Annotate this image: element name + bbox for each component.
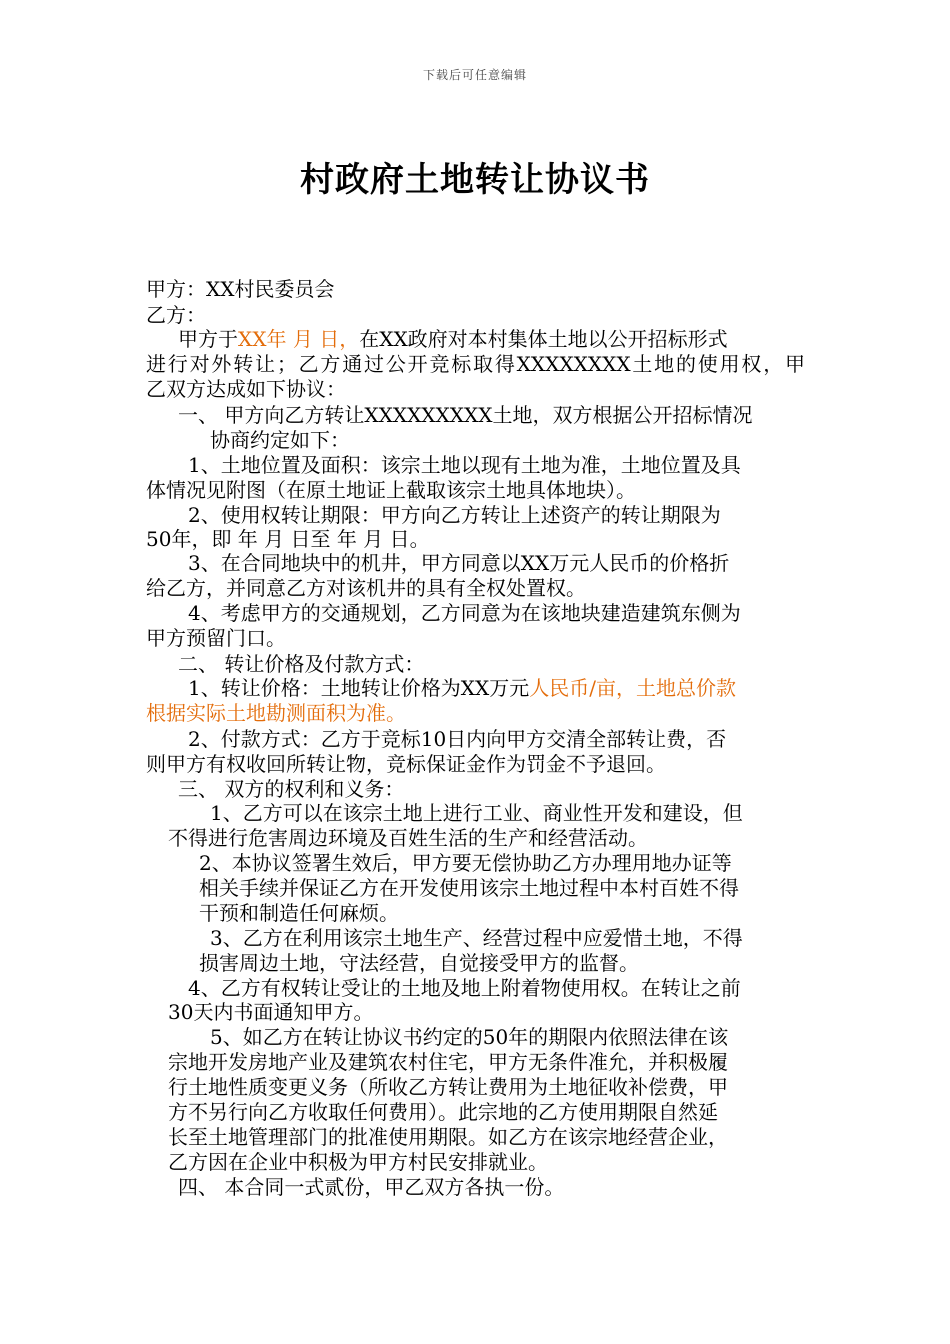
section-3-item-3: 3、乙方在利用该宗土地生产、经营过程中应爱惜土地，不得 bbox=[210, 926, 743, 950]
price-highlight: 人民币/亩，土地总价款 bbox=[529, 676, 736, 700]
intro-date: XX年 月 日， bbox=[238, 327, 360, 351]
section-3-item-2-cont: 相关手续并保证乙方在开发使用该宗土地过程中本村百姓不得 bbox=[199, 876, 739, 900]
section-3-item-5-cont: 宗地开发房地产业及建筑农村住宅，甲方无条件准允，并积极履 bbox=[168, 1050, 728, 1074]
section-1-item-4: 4、考虑甲方的交通规划，乙方同意为在该地块建造建筑东侧为 bbox=[188, 601, 741, 625]
party-b: 乙方： bbox=[146, 303, 206, 327]
section-3-item-4: 4、乙方有权转让受让的土地及地上附着物使用权。在转让之前 bbox=[188, 976, 741, 1000]
section-2-heading: 二、 转让价格及付款方式： bbox=[178, 652, 425, 676]
intro-line-3: 乙双方达成如下协议： bbox=[146, 377, 346, 401]
document-title: 村政府土地转让协议书 bbox=[300, 160, 650, 200]
section-3-item-4-cont: 30天内书面通知甲方。 bbox=[168, 1000, 374, 1024]
section-3-item-5-cont: 长至土地管理部门的批准使用期限。如乙方在该宗地经营企业， bbox=[168, 1125, 728, 1149]
intro-line-2: 进行对外转让；乙方通过公开竞标取得XXXXXXXX土地的使用权，甲 bbox=[146, 352, 805, 376]
section-2-item-1-cont: 根据实际土地勘测面积为准。 bbox=[146, 701, 406, 725]
party-a: 甲方：XX村民委员会 bbox=[146, 277, 335, 301]
intro-text: 甲方于 bbox=[178, 327, 238, 351]
section-3-item-5: 5、如乙方在转让协议书约定的50年的期限内依照法律在该 bbox=[210, 1025, 729, 1049]
section-1-item-3: 3、在合同地块中的机井，甲方同意以XX万元人民币的价格折 bbox=[188, 551, 730, 575]
section-1-item-3-cont: 给乙方，并同意乙方对该机井的具有全权处置权。 bbox=[146, 576, 586, 600]
section-1-item-2: 2、使用权转让期限：甲方向乙方转让上述资产的转让期限为 bbox=[188, 503, 721, 527]
section-3-item-2-cont: 干预和制造任何麻烦。 bbox=[199, 901, 399, 925]
section-3-item-3-cont: 损害周边土地，守法经营，自觉接受甲方的监督。 bbox=[199, 951, 639, 975]
section-3-heading: 三、 双方的权利和义务： bbox=[178, 777, 405, 801]
section-1-heading: 一、 甲方向乙方转让XXXXXXXXX土地，双方根据公开招标情况 bbox=[178, 403, 753, 427]
section-3-item-5-cont: 乙方因在企业中积极为甲方村民安排就业。 bbox=[168, 1150, 548, 1174]
section-1-heading-cont: 协商约定如下： bbox=[210, 428, 350, 452]
section-4-heading: 四、 本合同一式贰份，甲乙双方各执一份。 bbox=[178, 1175, 565, 1199]
section-3-item-1-cont: 不得进行危害周边环境及百姓生活的生产和经营活动。 bbox=[168, 826, 648, 850]
section-2-item-2-cont: 则甲方有权收回所转让物，竞标保证金作为罚金不予退回。 bbox=[146, 752, 666, 776]
section-2-item-1 bbox=[188, 676, 736, 700]
section-2-item-2: 2、付款方式：乙方于竞标10日内向甲方交清全部转让费，否 bbox=[188, 727, 727, 751]
section-3-item-5-cont: 方不另行向乙方收取任何费用）。此宗地的乙方使用期限自然延 bbox=[168, 1100, 718, 1124]
section-3-item-5-cont: 行土地性质变更义务（所收乙方转让费用为土地征收补偿费，甲 bbox=[168, 1075, 728, 1099]
price-text: 1、转让价格：土地转让价格为XX万元 bbox=[188, 676, 530, 700]
section-3-item-1: 1、乙方可以在该宗土地上进行工业、商业性开发和建设，但 bbox=[210, 801, 743, 825]
header-note: 下载后可任意编辑 bbox=[422, 68, 527, 82]
section-1-item-2-cont: 50年，即 年 月 日至 年 月 日。 bbox=[146, 527, 430, 551]
section-1-item-1: 1、土地位置及面积：该宗土地以现有土地为准，土地位置及具 bbox=[188, 453, 741, 477]
section-1-item-1-cont: 体情况见附图（在原土地证上截取该宗土地具体地块）。 bbox=[146, 478, 636, 502]
section-1-item-4-cont: 甲方预留门口。 bbox=[146, 626, 286, 650]
intro-text: 在XX政府对本村集体土地以公开招标形式 bbox=[359, 327, 728, 351]
intro-line-1 bbox=[178, 327, 728, 351]
section-3-item-2: 2、本协议签署生效后，甲方要无偿协助乙方办理用地办证等 bbox=[199, 851, 732, 875]
